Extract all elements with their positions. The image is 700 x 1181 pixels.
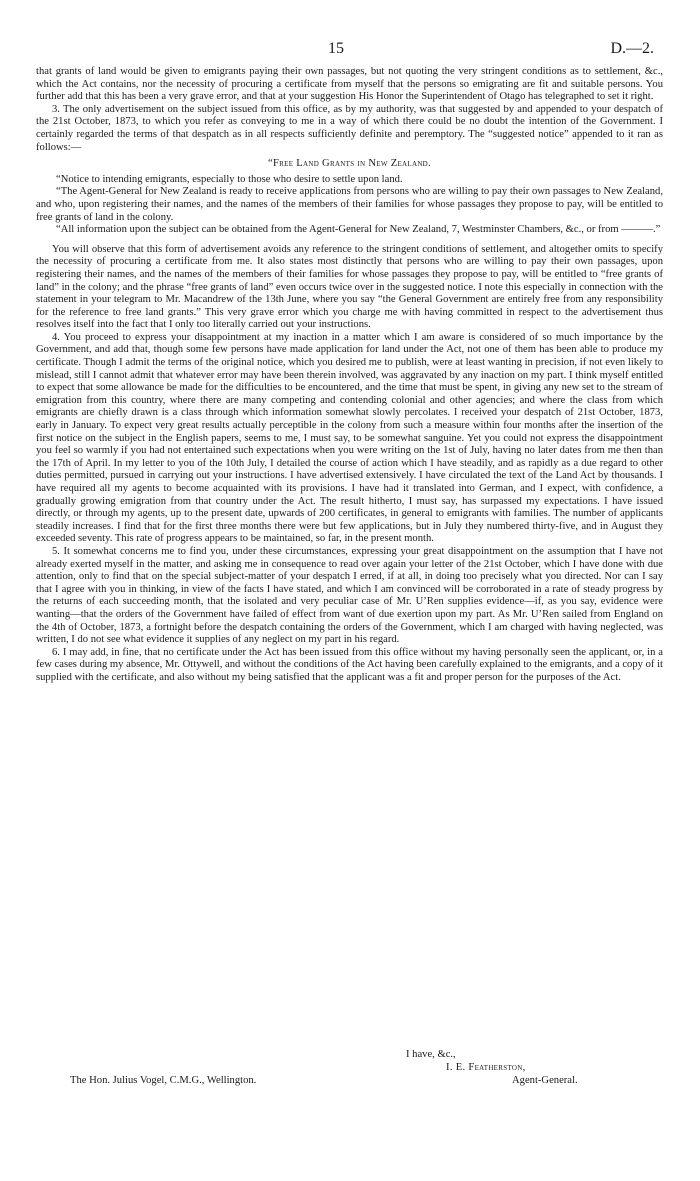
notice-line-2: “The Agent-General for New Zealand is ready to receive applications from persons who are willing to pay their own passages to New Zealand, and who, upon registering their names, and the names of the members of their families for whose passages they propose to pay, will be entitled to free grants of land in the colony. <box>36 186 663 223</box>
paragraph-4: 4. You proceed to express your disappointment at my inaction in a matter which I am aware is considered of so much importance by the Government, and add that, though some few persons have made application for land under the Act, not one of them has been able to produce my certificate. Though I admit the terms of the original notice, which you desired me to publish, were at least wanting in precision, if not even likely to mislead, still I cannot admit that whatever error may have been therein involved, was aggravated by any inaction on my part. I think myself entitled to expect that some allowance be made for the difficulties to be encountered, and the time that must be spent, in giving any new set to the stream of emigration from this country, where there are many competing and contending colonial and other agencies; and where the class from which emigrants are chiefly drawn is a class through which information somewhat slowly percolates. I received your despatch of 21st October, 1873, early in January. To expect very great results actually perceptible in the colony from such a measure within four months after the insertion of the first notice on the subject in the English papers, seems to me, I must say, to be somewhat sanguine. Yet you could not express the disappointment you feel so warmly if you had not entertained such expectations when you were writing on the 1st of July, having no later dates from me then than the 17th of April. In my letter to you of the 10th July, I detailed the course of action which I have steadily, and as rapidly as a due regard to other duties permitted, pursued in carrying out your instructions. I have advertised extensively. I have circulated the text of the Land Act by thousands. I have required all my agents to become acquainted with its provisions. I have had it translated into German, and I expect, with confidence, a gradually growing emigration from that country under the Act. The result hitherto, I must say, has surpassed my expectations. I have issued directly, or through my agents, up to the present date, upwards of 200 certificates, in general to emigrants with families. The number of applicants steadily increases. I find that for the first three months there were but few applications, but in July they numbered thirty-five, and in August they exceeded seventy. This rate of progress appears to be maintained, so far, in the present month. <box>36 331 663 545</box>
notice-line-3: “All information upon the subject can be obtained from the Agent-General for New Zealand, 7, Westminster Chambers, &c., or from ———.” <box>56 224 661 236</box>
paragraph-3: 3. The only advertisement on the subject issued from this office, as by my authority, was that suggested by and appended to your despatch of the 21st October, 1873, to which you refer as conveying to me in a way of which there could be no doubt the intention of the Government. I certainly regarded the terms of that despatch as in all respects sufficiently definite and peremptory. The “suggested notice” appended to it ran as follows:— <box>36 103 663 153</box>
notice-line-1: “Notice to intending emigrants, especially to those who desire to settle upon land. <box>56 173 403 185</box>
paragraph-continuation: that grants of land would be given to emigrants paying their own passages, but not quoting the very stringent conditions as to settlement, &c., which the Act contains, nor the necessity of procuring a certificate from myself that the persons so emigrating are fit and suitable persons. You further add that this has been a very grave error, and that at your suggestion His Honor the Superintendent of Otago has telegraphed to set it right. <box>36 66 663 103</box>
signature: I. E. Featherston, <box>446 1062 526 1073</box>
salutation: I have, &c., <box>406 1049 456 1060</box>
paragraph-5: 5. It somewhat concerns me to find you, under these circumstances, expressing your great disappointment on the assumption that I have not already exerted myself in the matter, and asking me in consequence to read over again your letter of the 21st October, which I have done with due attention, only to find that on the special subject-matter of your despatch I erred, if at all, in doing too precisely what you directed. Nor can I say that I agree with you in thinking, in view of the facts I have stated, and which I am convinced will be corroborated in a rate of steady progress by the returns of each succeeding month, that the isolated and very peculiar case of Mr. U’Ren supplies evidence—if, as you say, evidence were wanting—that the orders of the Government have failed of effect from want of due exertion upon my part. As Mr. U’Ren sailed from England on the 4th of October, 1873, a fortnight before the despatch containing the orders of the Government, which I am charged with having neglected, was written, I do not see what evidence it supplies of any neglect on my part in his regard. <box>36 545 663 646</box>
addressee: The Hon. Julius Vogel, C.M.G., Wellington. <box>70 1075 257 1086</box>
notice-heading: “Free Land Grants in New Zealand. <box>267 158 431 170</box>
signatory-title: Agent-General. <box>512 1075 578 1086</box>
page-number: 15 <box>328 40 344 57</box>
document-reference: D.—2. <box>610 40 654 57</box>
letter-body <box>36 66 663 685</box>
paragraph-observe: You will observe that this form of advertisement avoids any reference to the stringent conditions of settlement, and altogether omits to specify the necessity of procuring a certificate from me. It also states most distinctly that persons who are willing to pay their own passages, upon registering their names, and the names of the members of their families for whose passages they propose to pay, will be entitled to “free grants of land” in the colony; and the phrase “free grants of land” even occurs twice over in the suggested notice. I note this especially in connection with the statement in your telegram to Mr. Macandrew of the 13th June, where you say “the General Government are entirely free from any responsibility for the reference to free land grants.” This very grave error which you charge me with having committed in respect to the advertisement thus resolves itself into the fact that I only too literally carried out your instructions. <box>36 243 663 331</box>
paragraph-6: 6. I may add, in fine, that no certificate under the Act has been issued from this office without my having personally seen the applicant, or, in a few cases during my absence, Mr. Ottywell, and without the conditions of the Act having been carefully explained to the emigrants, and a copy of it supplied with the certificate, and also without my being satisfied that the applicant was a fit and proper person for the purposes of the Act. <box>36 646 663 683</box>
